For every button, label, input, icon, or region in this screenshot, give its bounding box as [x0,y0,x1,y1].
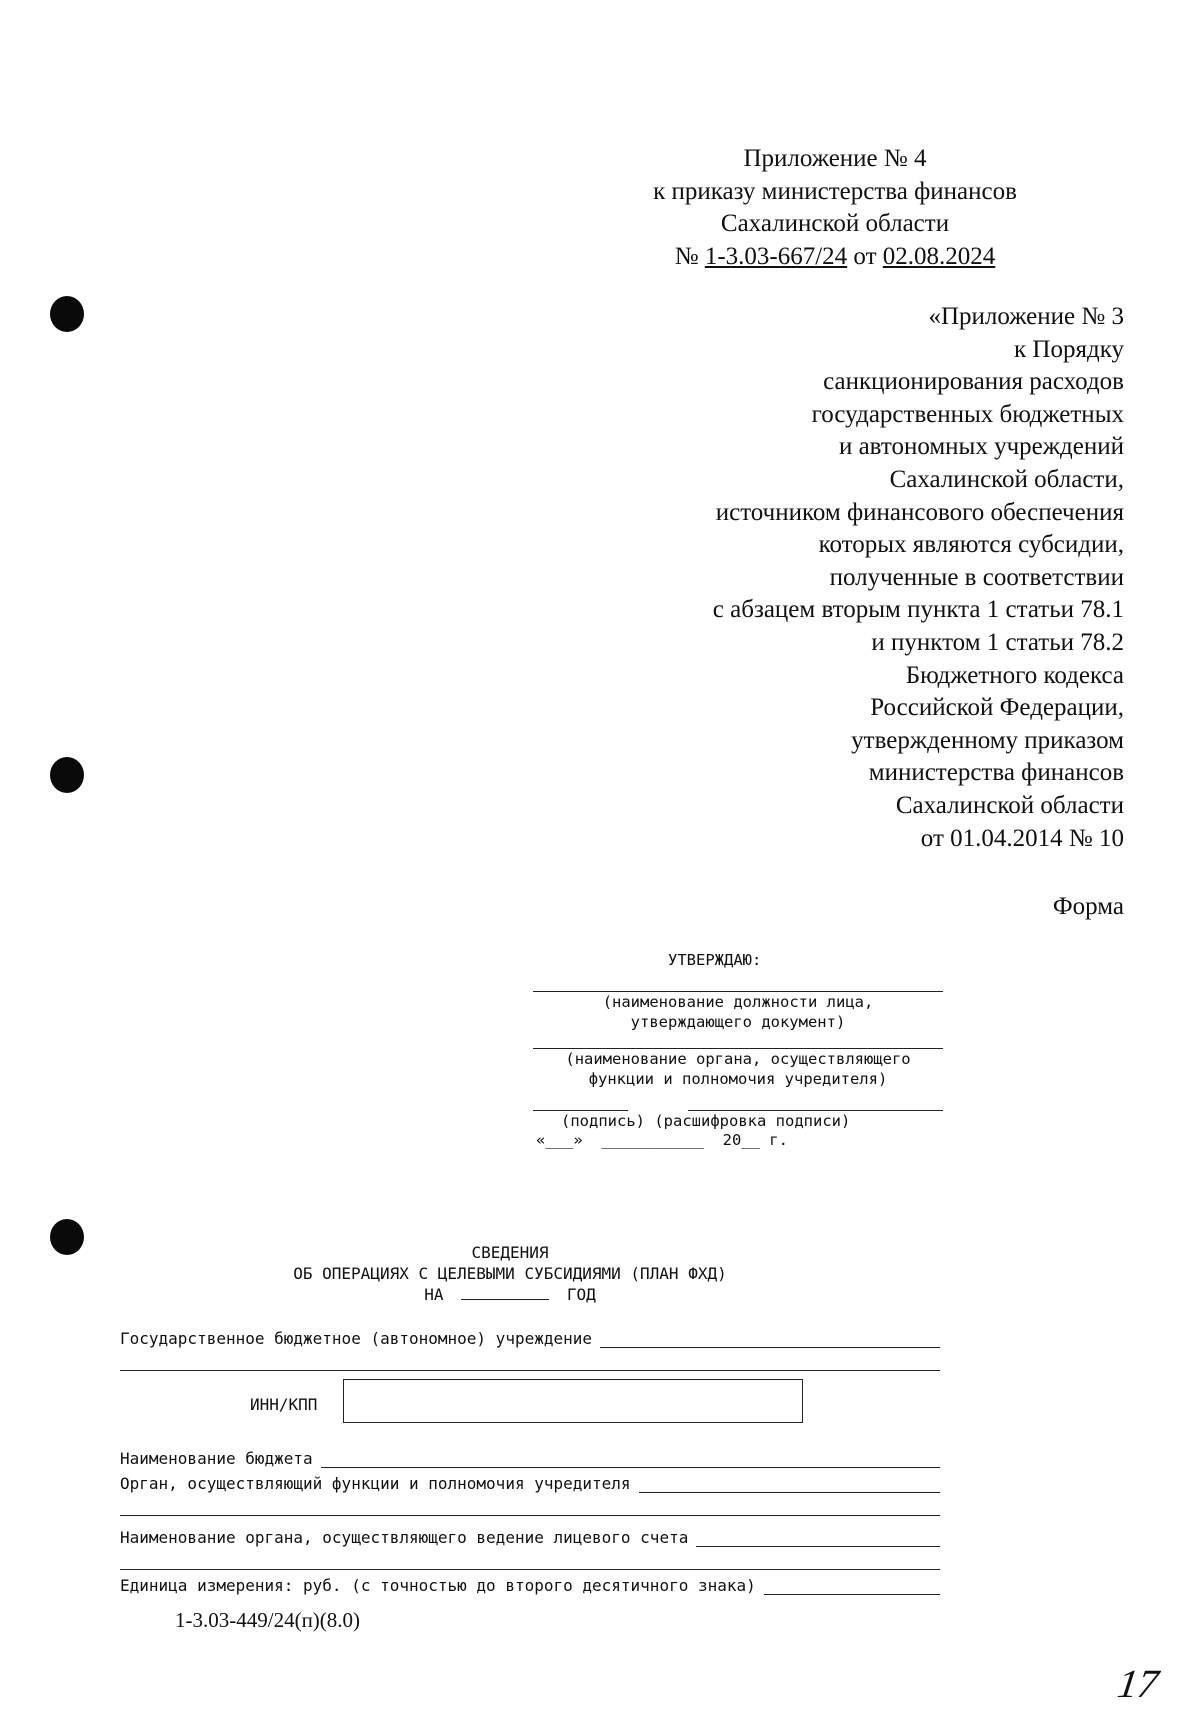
inn-kpp-field[interactable] [343,1379,803,1423]
inn-kpp-label: ИНН/КПП [250,1395,318,1414]
founder-continuation-line[interactable] [120,1493,940,1516]
year-field[interactable] [461,1299,549,1300]
founder-row [120,1468,940,1493]
punch-hole [50,1219,84,1255]
institution-continuation-line[interactable] [120,1348,940,1371]
appendix-3-line: к Порядку [1014,335,1124,363]
appendix-4-title: Приложение № 4 [743,145,927,172]
institution-label: Государственное бюджетное (автономное) учреждение [120,1329,593,1348]
punch-hole [50,296,84,332]
appendix-3-line: и пунктом 1 статьи 78.2 [871,628,1124,656]
position-caption: (наименование должности лица, утверждающего документ) [602,993,874,1031]
budget-row [120,1443,940,1468]
appendix-3-line: Сахалинской области, [889,465,1124,493]
document-title: СВЕДЕНИЯ ОБ ОПЕРАЦИЯХ С ЦЕЛЕВЫМИ СУБСИДИЯМИ (ПЛАН ФХД) НА ГОД [293,1243,727,1304]
appendix-3-line: санкционирования расходов [823,368,1124,396]
approval-heading: УТВЕРЖДАЮ: [668,951,762,969]
appendix-4-order-ref: к приказу министерства финансов [653,177,1017,205]
signature-line[interactable] [533,1089,628,1111]
approval-date[interactable]: «___» ___________ 20__ г. [536,1131,788,1149]
appendix-3-line: которых являются субсидии, [818,531,1124,559]
budget-label: Наименование бюджета [120,1449,313,1468]
appendix-3-line: с абзацем вторым пункта 1 статьи 78.1 [712,596,1124,624]
appendix-3-line: государственных бюджетных [811,400,1124,428]
account-organ-label: Наименование органа, осуществляющего ведение лицевого счета [120,1528,689,1547]
account-organ-row [120,1522,940,1547]
signature-captions: (подпись) (расшифровка подписи) [561,1112,851,1130]
unit-field[interactable] [764,1576,940,1595]
unit-row [120,1570,940,1595]
appendix-3-line: от 01.04.2014 № 10 [920,824,1124,852]
founder-field[interactable] [639,1474,940,1493]
position-line[interactable] [533,975,943,992]
founder-label: Орган, осуществляющий функции и полномочия учредителя [120,1474,631,1493]
appendix-3-line: Бюджетного кодекса [905,661,1124,689]
organ-caption: (наименование органа, осуществляющего функции и полномочия учредителя) [565,1050,911,1088]
signature-lines [533,1089,943,1111]
appendix-3-line: утвержденному приказом [851,726,1124,754]
form-fields [120,1323,940,1595]
approval-block [533,951,943,1155]
appendix-4-region: Сахалинской области [720,210,950,237]
budget-field[interactable] [321,1449,940,1468]
document-number: 1-3.03-449/24(п)(8.0) [175,1608,361,1632]
order-number: 1-3.03-667/24 [704,242,848,270]
appendix-3-line: «Приложение № 3 [928,303,1124,330]
appendix-3-header [564,301,1124,855]
account-organ-continuation-line[interactable] [120,1547,940,1570]
order-date: 02.08.2024 [882,242,996,270]
institution-row [120,1323,940,1348]
page-number: 17 [1114,1661,1162,1706]
form-label: Форма [1052,893,1124,920]
inn-kpp-row [120,1379,940,1431]
appendix-3-line: полученные в соответствии [829,563,1124,591]
signature-decode-line[interactable] [688,1089,943,1111]
account-organ-field[interactable] [696,1528,940,1547]
appendix-3-line: Сахалинской области [895,791,1124,819]
appendix-4-order-line: № 1-3.03-667/24 от 02.08.2024 [674,242,996,270]
institution-field[interactable] [600,1329,940,1348]
appendix-4-header [580,143,1090,273]
unit-label: Единица измерения: руб. (с точностью до второго десятичного знака) [120,1576,756,1595]
appendix-3-line: министерства финансов [868,759,1124,787]
appendix-3-line: источником финансового обеспечения [715,498,1124,526]
organ-line[interactable] [533,1032,943,1049]
appendix-3-line: Российской Федерации, [870,694,1124,722]
punch-hole [50,757,84,793]
appendix-3-line: и автономных учреждений [838,433,1124,461]
